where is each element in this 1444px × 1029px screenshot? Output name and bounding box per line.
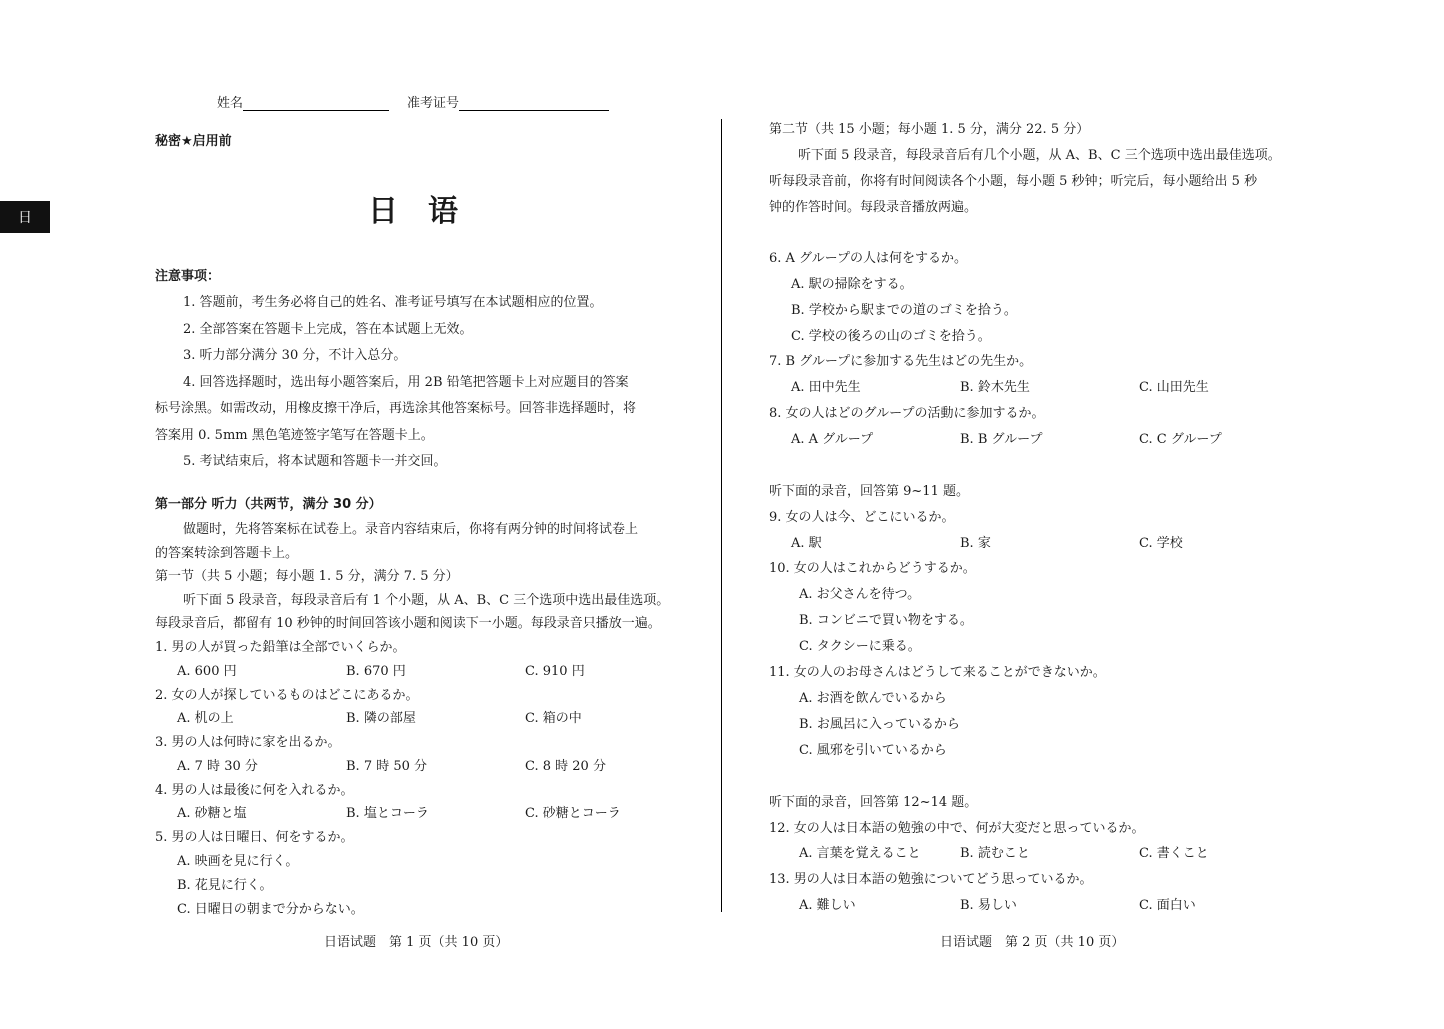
option-c: C. 日曜日の朝まで分からない。 (177, 902, 364, 917)
notice-heading: 注意事项： (155, 269, 221, 284)
option-a: A. お酒を飲んでいるから (799, 691, 947, 706)
option-c: C. 面白い (1139, 898, 1196, 913)
id-underline (459, 96, 609, 111)
option-c: C. 砂糖とコーラ (525, 806, 621, 821)
column-divider (721, 119, 722, 912)
notice-item: 1. 答题前，考生务必将自己的姓名、准考证号填写在本试题相应的位置。 (183, 295, 603, 310)
option-a: A. 駅 (791, 536, 822, 551)
section1-intro: 每段录音后，都留有 10 秒钟的时间回答该小题和阅读下一小题。每段录音只播放一遍。 (155, 616, 661, 631)
question-text: 1. 男の人が買った鉛筆は全部でいくらか。 (155, 640, 406, 655)
question-text: 3. 男の人は何時に家を出るか。 (155, 735, 341, 750)
question-text: 6. A グループの人は何をするか。 (769, 251, 968, 266)
option-a: A. 駅の掃除をする。 (791, 277, 913, 292)
section2-intro: 听下面 5 段录音，每段录音后有几个小题，从 A、B、C 三个选项中选出最佳选项。 (798, 148, 1281, 163)
notice-item: 4. 回答选择题时，选出每小题答案后，用 2B 铅笔把答题卡上对应题目的答案 (183, 375, 629, 390)
option-b: B. 隣の部屋 (346, 711, 416, 726)
option-c: C. 910 円 (525, 664, 585, 679)
option-a: A. 600 円 (177, 664, 237, 679)
id-field (407, 92, 609, 111)
question-text: 8. 女の人はどのグループの活動に参加するか。 (769, 406, 1045, 421)
name-label: 姓名 (217, 96, 244, 111)
notice-item: 标号涂黑。如需改动，用橡皮擦干净后，再选涂其他答案标号。回答非选择题时，将 (155, 401, 637, 416)
option-c: C. C グループ (1139, 432, 1222, 447)
question-text: 5. 男の人は日曜日、何をするか。 (155, 830, 354, 845)
option-b: B. 花見に行く。 (177, 878, 273, 893)
option-a: A. 映画を見に行く。 (177, 854, 299, 869)
name-field (217, 92, 389, 111)
question-text: 7. B グループに参加する先生はどの先生か。 (769, 354, 1033, 369)
page-footer-left: 日语试题 第 1 页（共 10 页） (324, 935, 509, 950)
option-b: B. 7 時 50 分 (346, 759, 428, 774)
option-b: B. コンビニで買い物をする。 (799, 613, 973, 628)
part1-intro: 的答案转涂到答题卡上。 (155, 546, 299, 561)
question-text: 12. 女の人は日本語の勉強の中で、何が大変だと思っているか。 (769, 821, 1145, 836)
option-a: A. お父さんを待つ。 (799, 587, 921, 602)
option-b: B. 読むこと (960, 846, 1030, 861)
question-text: 11. 女の人のお母さんはどうして来ることができないか。 (769, 665, 1106, 680)
option-a: A. 砂糖と塩 (177, 806, 247, 821)
option-b: B. お風呂に入っているから (799, 717, 960, 732)
section2-intro: 钟的作答时间。每段录音播放两遍。 (769, 200, 978, 215)
option-c: C. 書くこと (1139, 846, 1209, 861)
question-text: 9. 女の人は今、どこにいるか。 (769, 510, 955, 525)
question-text: 13. 男の人は日本語の勉強についてどう思っているか。 (769, 872, 1093, 887)
option-c: C. タクシーに乗る。 (799, 639, 921, 654)
option-b: B. B グループ (960, 432, 1043, 447)
notice-item: 2. 全部答案在答题卡上完成，答在本试题上无效。 (183, 322, 473, 337)
part1-intro: 做题时，先将答案标在试卷上。录音内容结束后，你将有两分钟的时间将试卷上 (183, 522, 639, 537)
option-a: A. 机の上 (177, 711, 234, 726)
group-heading: 听下面的录音，回答第 12~14 题。 (769, 795, 978, 810)
part1-heading: 第一部分 听力（共两节，满分 30 分） (155, 497, 382, 512)
side-tab: 日 (0, 201, 50, 233)
option-a: A. A グループ (791, 432, 874, 447)
option-b: B. 学校から駅までの道のゴミを拾う。 (791, 303, 1017, 318)
question-text: 10. 女の人はこれからどうするか。 (769, 561, 976, 576)
option-c: C. 学校 (1139, 536, 1183, 551)
option-a: A. 言葉を覚えること (799, 846, 921, 861)
section2-heading: 第二节（共 15 小题；每小题 1. 5 分，满分 22. 5 分） (769, 122, 1090, 137)
question-text: 4. 男の人は最後に何を入れるか。 (155, 783, 354, 798)
question-text: 2. 女の人が探しているものはどこにあるか。 (155, 688, 419, 703)
option-b: B. 易しい (960, 898, 1017, 913)
section1-intro: 听下面 5 段录音，每段录音后有 1 个小题，从 A、B、C 三个选项中选出最佳选项。 (183, 593, 670, 608)
option-b: B. 家 (960, 536, 991, 551)
option-c: C. 風邪を引いているから (799, 743, 947, 758)
option-b: B. 鈴木先生 (960, 380, 1030, 395)
option-c: C. 学校の後ろの山のゴミを拾う。 (791, 329, 991, 344)
secret-label: 秘密★启用前 (155, 134, 232, 149)
option-c: C. 8 時 20 分 (525, 759, 606, 774)
page-title: 日 语 (368, 194, 458, 229)
option-a: A. 7 時 30 分 (177, 759, 258, 774)
option-c: C. 箱の中 (525, 711, 582, 726)
option-b: B. 塩とコーラ (346, 806, 429, 821)
option-b: B. 670 円 (346, 664, 406, 679)
id-label: 准考证号 (407, 96, 460, 111)
page-footer-right: 日语试题 第 2 页（共 10 页） (940, 935, 1125, 950)
notice-item: 5. 考试结束后，将本试题和答题卡一并交回。 (183, 454, 447, 469)
notice-item: 答案用 0. 5mm 黑色笔迹签字笔写在答题卡上。 (155, 428, 434, 443)
option-a: A. 難しい (799, 898, 856, 913)
notice-item: 3. 听力部分满分 30 分，不计入总分。 (183, 348, 407, 363)
name-underline (243, 96, 389, 111)
option-a: A. 田中先生 (791, 380, 861, 395)
option-c: C. 山田先生 (1139, 380, 1209, 395)
group-heading: 听下面的录音，回答第 9~11 题。 (769, 484, 969, 499)
section1-heading: 第一节（共 5 小题；每小题 1. 5 分，满分 7. 5 分） (155, 569, 459, 584)
section2-intro: 听每段录音前，你将有时间阅读各个小题，每小题 5 秒钟；听完后，每小题给出 5 秒 (769, 174, 1258, 189)
